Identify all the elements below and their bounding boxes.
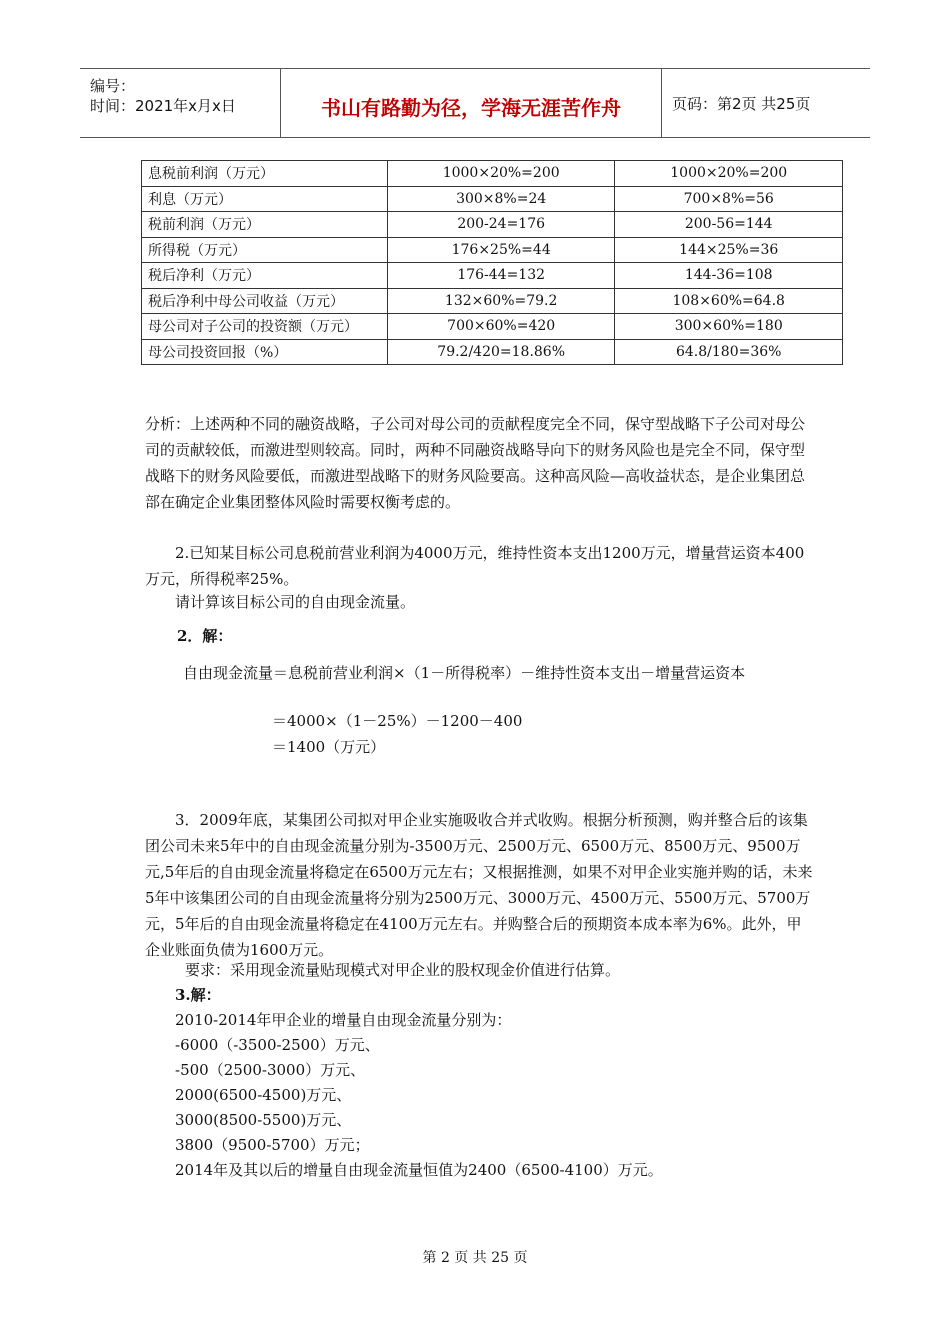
row-label: 母公司对子公司的投资额（万元） [142,314,388,340]
aggressive-value: 144-36=108 [615,263,843,289]
conservative-value: 300×8%=24 [387,186,615,212]
conservative-value: 1000×20%=200 [387,161,615,187]
aggressive-value: 700×8%=56 [615,186,843,212]
aggressive-value: 144×25%=36 [615,237,843,263]
row-label: 息税前利润（万元） [142,161,388,187]
question-3-requirement: 要求：采用现金流量贴现模式对甲企业的股权现金价值进行估算。 [185,961,621,979]
aggressive-value: 200-56=144 [615,212,843,238]
table-row [142,161,843,187]
row-label: 税后净利中母公司收益（万元） [142,288,388,314]
doc-code-label: 编号： [90,77,136,95]
conservative-value: 700×60%=420 [387,314,615,340]
solution-line: 2000(6500-4500)万元、 [175,1086,352,1104]
row-label: 税前利润（万元） [142,212,388,238]
table-row [142,339,843,365]
question-2-formula: 自由现金流量＝息税前营业利润×（1－所得税率）－维持性资本支出－增量营运资本 [183,664,746,682]
question-3-text: 3．2009年底，某集团公司拟对甲企业实施吸收合并式收购。根据分析预测，购并整合后的该集团公司未来5年中的自由现金流量分别为-3500万元、2500万元、6500万元、8500万元、9500万元,5年后的自由现金流量将稳定在6500万元左右；又根据推测，如果不对甲企业实施并购的话，未来5年中该集团公司的自由现金流量将分别为2500万元、3000万元、4500万元、5500万元、5700万元，5年后的自由现金流量将稳定在4100万元左右。并购整合后的预期资本成本率为6%。此外，甲企业账面负债为1600万元。 [145,811,813,959]
aggressive-value: 108×60%=64.8 [615,288,843,314]
question-2-text: 2.已知某目标公司息税前营业利润为4000万元，维持性资本支出1200万元，增量营运资本400万元，所得税率25%。 [145,544,805,588]
table-row [142,314,843,340]
conservative-value: 200-24=176 [387,212,615,238]
table-row [142,288,843,314]
page-footer: 第 2 页 共 25 页 [422,1250,528,1266]
solution-line: 2010-2014年甲企业的增量自由现金流量分别为： [175,1011,512,1029]
conservative-value: 79.2/420=18.86% [387,339,615,365]
solution-line: 3000(8500-5500)万元、 [175,1111,352,1129]
question-2-calc-line-2: ＝1400（万元） [272,738,386,756]
aggressive-value: 1000×20%=200 [615,161,843,187]
table-row [142,186,843,212]
header-motto-cell [281,69,662,137]
aggressive-value: 64.8/180=36% [615,339,843,365]
analysis-paragraph: 分析：上述两种不同的融资战略，子公司对母公司的贡献程度完全不同，保守型战略下子公司对母公司的贡献较低，而激进型则较高。同时，两种不同融资战略导向下的财务风险也是完全不同，保守型战略下的财务风险要低，而激进型战略下的财务风险要高。这种高风险—高收益状态，是企业集团总部在确定企业集团整体风险时需要权衡考虑的。 [145,415,806,511]
question-3-solution-title: 3.解： [175,986,221,1004]
question-2-solution-title: 2．解： [177,627,233,645]
conservative-value: 132×60%=79.2 [387,288,615,314]
table-row [142,237,843,263]
table-row [142,263,843,289]
solution-line: -6000（-3500-2500）万元、 [175,1036,380,1054]
page-header [80,68,870,138]
row-label: 母公司投资回报（%） [142,339,388,365]
row-label: 所得税（万元） [142,237,388,263]
row-label: 税后净利（万元） [142,263,388,289]
financing-strategy-table [141,160,843,365]
table-row [142,212,843,238]
conservative-value: 176×25%=44 [387,237,615,263]
doc-time-label: 时间：2021年x月x日 [90,97,236,115]
aggressive-value: 300×60%=180 [615,314,843,340]
header-info-cell [80,69,281,137]
solution-line: -500（2500-3000）万元、 [175,1061,366,1079]
conservative-value: 176-44=132 [387,263,615,289]
header-motto: 书山有路勤为径，学海无涯苦作舟 [321,96,621,120]
row-label: 利息（万元） [142,186,388,212]
question-2-calc-line-1: ＝4000×（1－25%）－1200－400 [272,712,523,730]
header-page-cell [662,69,870,137]
solution-line: 3800（9500-5700）万元； [175,1136,370,1154]
header-page-number: 页码：第2页 共25页 [672,95,811,113]
solution-line: 2014年及其以后的增量自由现金流量恒值为2400（6500-4100）万元。 [175,1161,663,1179]
question-2-ask: 请计算该目标公司的自由现金流量。 [175,593,416,611]
